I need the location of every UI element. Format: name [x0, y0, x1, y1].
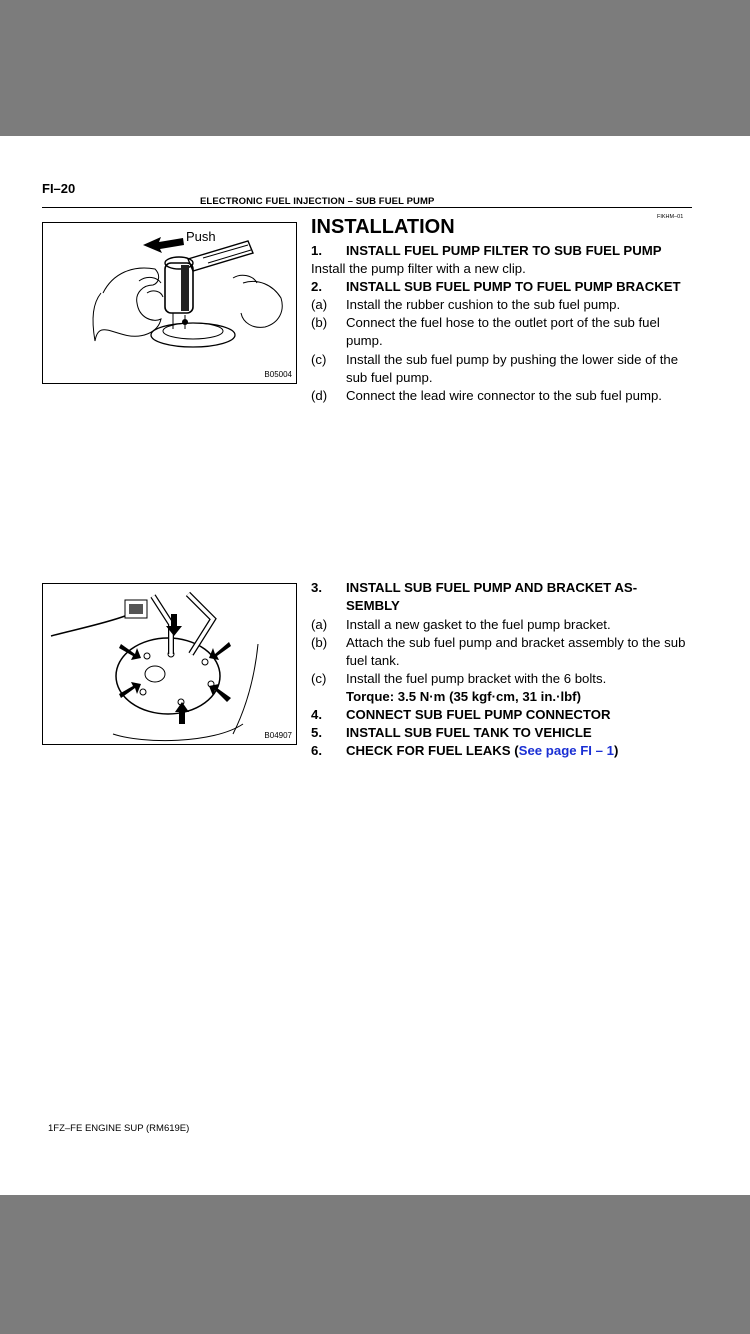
step-heading-close: ): [613, 743, 619, 758]
step-text: Install the pump filter with a new clip.: [311, 261, 526, 276]
push-label: Push: [186, 229, 216, 244]
bolt-arrow-icon: [119, 614, 231, 724]
step-number: 1.: [311, 243, 322, 258]
substep-text: Install a new gasket to the fuel pump bracket.: [346, 617, 611, 632]
step-heading: INSTALL FUEL PUMP FILTER TO SUB FUEL PUMP: [346, 243, 662, 258]
substep-text-cont: fuel tank.: [346, 653, 400, 668]
figure-code: B05004: [264, 370, 292, 379]
substep-text: Install the fuel pump bracket with the 6 bolts.: [346, 671, 607, 686]
substep-label: (a): [311, 297, 328, 312]
figure-bracket-assembly: [42, 583, 297, 745]
substep-label: (d): [311, 388, 328, 403]
figure-code: B04907: [264, 731, 292, 740]
substep-text: Attach the sub fuel pump and bracket assembly to the sub: [346, 635, 686, 650]
page-footer: 1FZ–FE ENGINE SUP (RM619E): [48, 1123, 190, 1134]
substep-text: Install the rubber cushion to the sub fuel pump.: [346, 297, 621, 312]
bracket-illustration: [43, 584, 296, 744]
step-heading: INSTALL SUB FUEL PUMP TO FUEL PUMP BRACKET: [346, 279, 681, 294]
see-page-link[interactable]: See page FI – 1: [518, 743, 614, 758]
step-heading: INSTALL SUB FUEL TANK TO VEHICLE: [346, 725, 592, 740]
section-header: ELECTRONIC FUEL INJECTION – SUB FUEL PUMP: [200, 196, 435, 207]
step-number: 2.: [311, 279, 322, 294]
step-heading: CONNECT SUB FUEL PUMP CONNECTOR: [346, 707, 611, 722]
substep-text-cont: sub fuel pump.: [346, 370, 433, 385]
substep-label: (b): [311, 315, 328, 330]
step-number: 6.: [311, 743, 322, 758]
doc-id: FIKHM–01: [657, 214, 684, 220]
step-heading-cont: SEMBLY: [346, 598, 400, 613]
step-heading: [346, 742, 618, 760]
substep-label: (c): [311, 352, 327, 367]
manual-page: [0, 136, 750, 1195]
section-title: INSTALLATION: [311, 216, 455, 238]
substep-label: (c): [311, 671, 327, 686]
pump-illustration: [43, 223, 296, 383]
substep-text: Connect the lead wire connector to the sub fuel pump.: [346, 388, 662, 403]
step-number: 4.: [311, 707, 322, 722]
substep-text: Connect the fuel hose to the outlet port of the sub fuel: [346, 315, 660, 330]
step-number: 3.: [311, 580, 322, 595]
page-code: FI–20: [42, 181, 76, 196]
figure-sub-fuel-pump-push: [42, 222, 297, 384]
substep-label: (b): [311, 635, 328, 650]
push-arrow-icon: [143, 237, 184, 253]
step-heading-text: CHECK FOR FUEL LEAKS (: [346, 743, 519, 758]
header-rule: [42, 207, 692, 208]
step-heading: INSTALL SUB FUEL PUMP AND BRACKET AS-: [346, 580, 638, 595]
substep-label: (a): [311, 617, 328, 632]
substep-text: Install the sub fuel pump by pushing the lower side of the: [346, 352, 679, 367]
substep-text-cont: pump.: [346, 333, 383, 348]
torque-spec: Torque: 3.5 N·m (35 kgf·cm, 31 in.·lbf): [346, 689, 581, 704]
step-number: 5.: [311, 725, 322, 740]
